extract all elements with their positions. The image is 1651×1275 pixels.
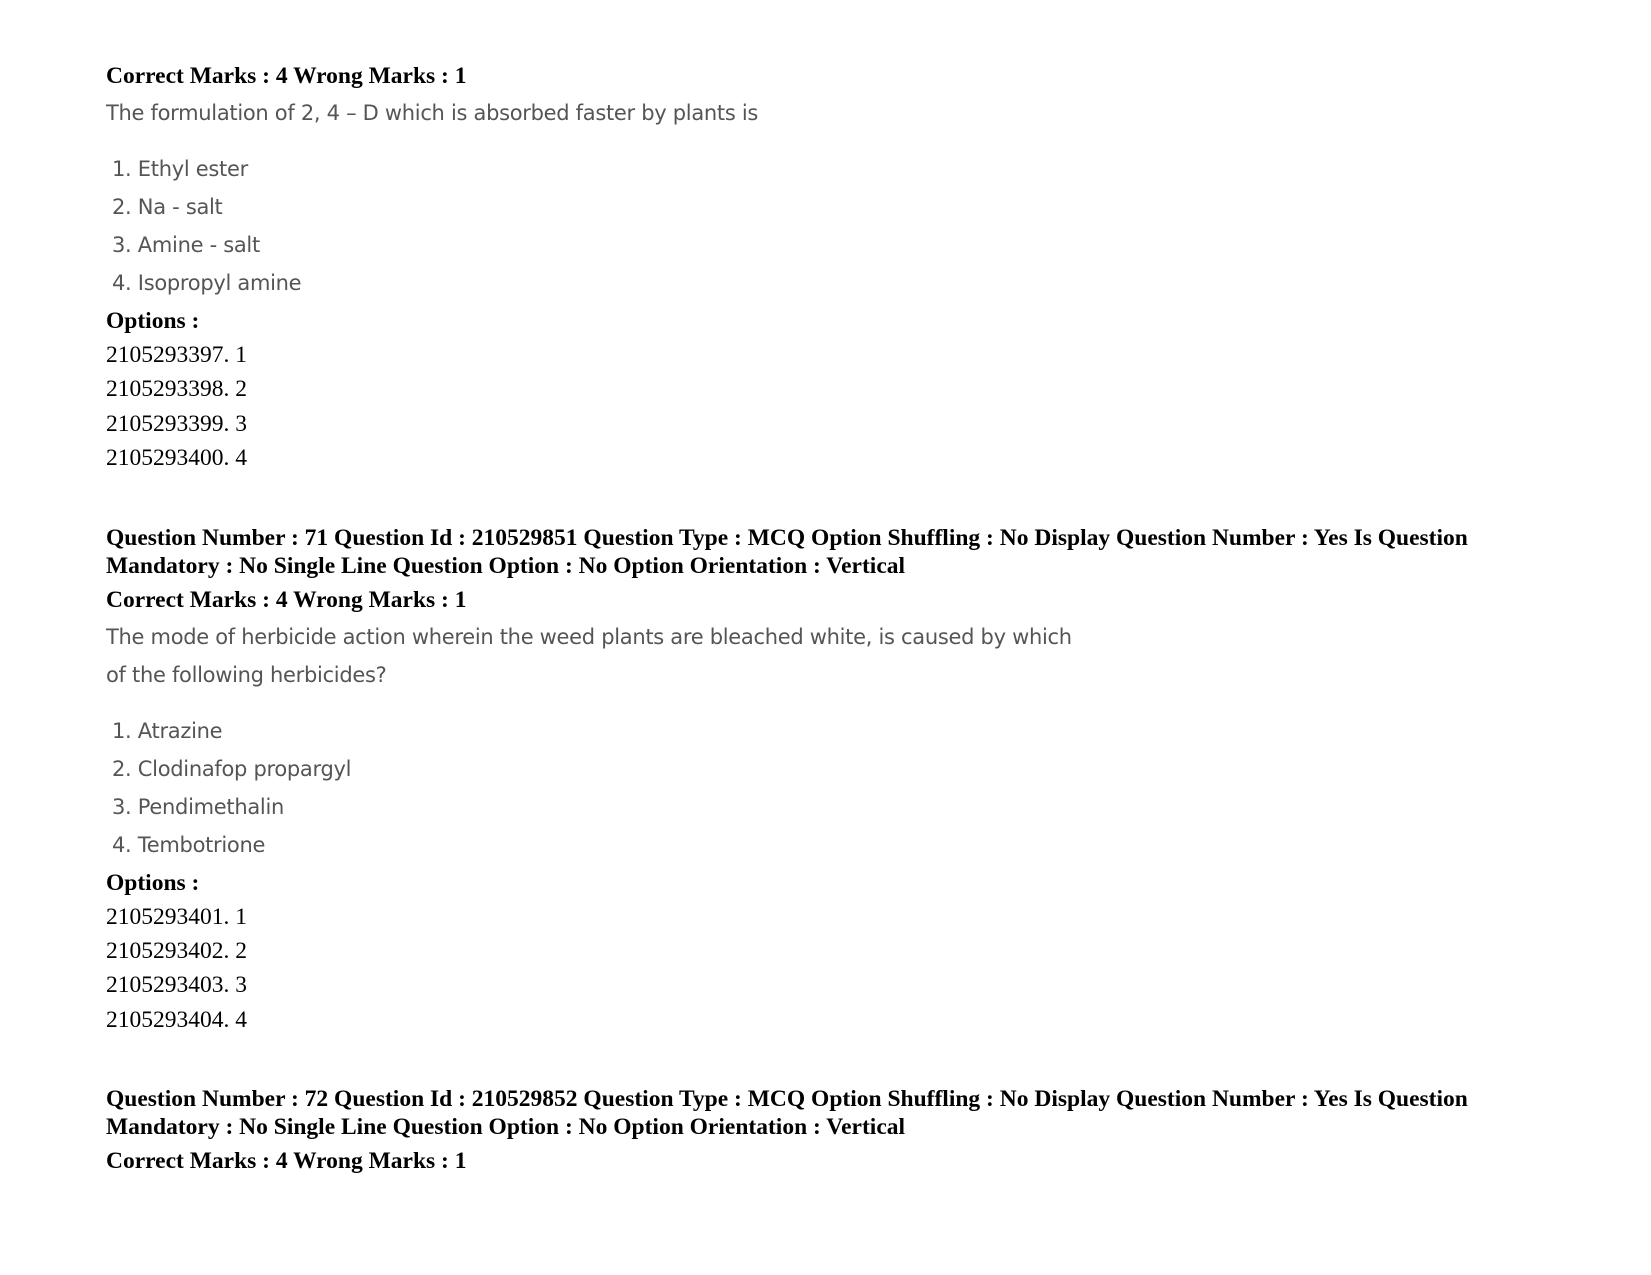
option-item: 2105293402. 2 (106, 938, 247, 965)
choice-item: 4. Tembotrione (112, 832, 266, 857)
option-list (106, 900, 1566, 1038)
question-text (106, 618, 1566, 694)
choice-item: 4. Isopropyl amine (112, 271, 302, 295)
choice-list (106, 150, 1566, 302)
options-label: Options : (106, 869, 200, 896)
option-list (106, 338, 1566, 476)
question-72-block (106, 1085, 1566, 1175)
marks-line: Correct Marks : 4 Wrong Marks : 1 (106, 63, 467, 89)
choice-item: 3. Pendimethalin (112, 794, 284, 819)
marks-line: Correct Marks : 4 Wrong Marks : 1 (106, 586, 467, 613)
option-item: 2105293397. 1 (106, 342, 247, 368)
options-label: Options : (106, 308, 200, 334)
document-page (106, 62, 1566, 1175)
option-item: 2105293403. 3 (106, 972, 247, 999)
question-header: Question Number : 71 Question Id : 210529851 Question Type : MCQ Option Shuffling : No Display Question Number : Yes Is Question Mandatory : No Single Line Question Option : No Option Orientation : Vertical (106, 524, 1468, 579)
choice-item: 1. Ethyl ester (112, 157, 248, 181)
option-item: 2105293400. 4 (106, 445, 247, 472)
choice-item: 3. Amine - salt (112, 233, 260, 257)
question-71-block (106, 524, 1566, 1038)
question-70-block (106, 62, 1566, 476)
choice-item: 2. Na - salt (112, 195, 223, 219)
option-item: 2105293398. 2 (106, 376, 247, 403)
choice-item: 1. Atrazine (112, 718, 223, 743)
choice-list (106, 712, 1566, 864)
choice-item: 2. Clodinafop propargyl (112, 756, 352, 781)
marks-line: Correct Marks : 4 Wrong Marks : 1 (106, 1148, 467, 1175)
option-item: 2105293404. 4 (106, 1006, 247, 1033)
option-item: 2105293401. 1 (106, 903, 247, 930)
question-text-line: The mode of herbicide action wherein the weed plants are bleached white, is caused by which (106, 624, 1072, 649)
question-header: Question Number : 72 Question Id : 210529852 Question Type : MCQ Option Shuffling : No Display Question Number : Yes Is Question Mandatory : No Single Line Question Option : No Option Orientation : Vertical (106, 1086, 1468, 1141)
option-item: 2105293399. 3 (106, 410, 247, 437)
question-text: The formulation of 2, 4 – D which is absorbed faster by plants is (106, 101, 759, 125)
question-text-line: of the following herbicides? (106, 662, 387, 687)
